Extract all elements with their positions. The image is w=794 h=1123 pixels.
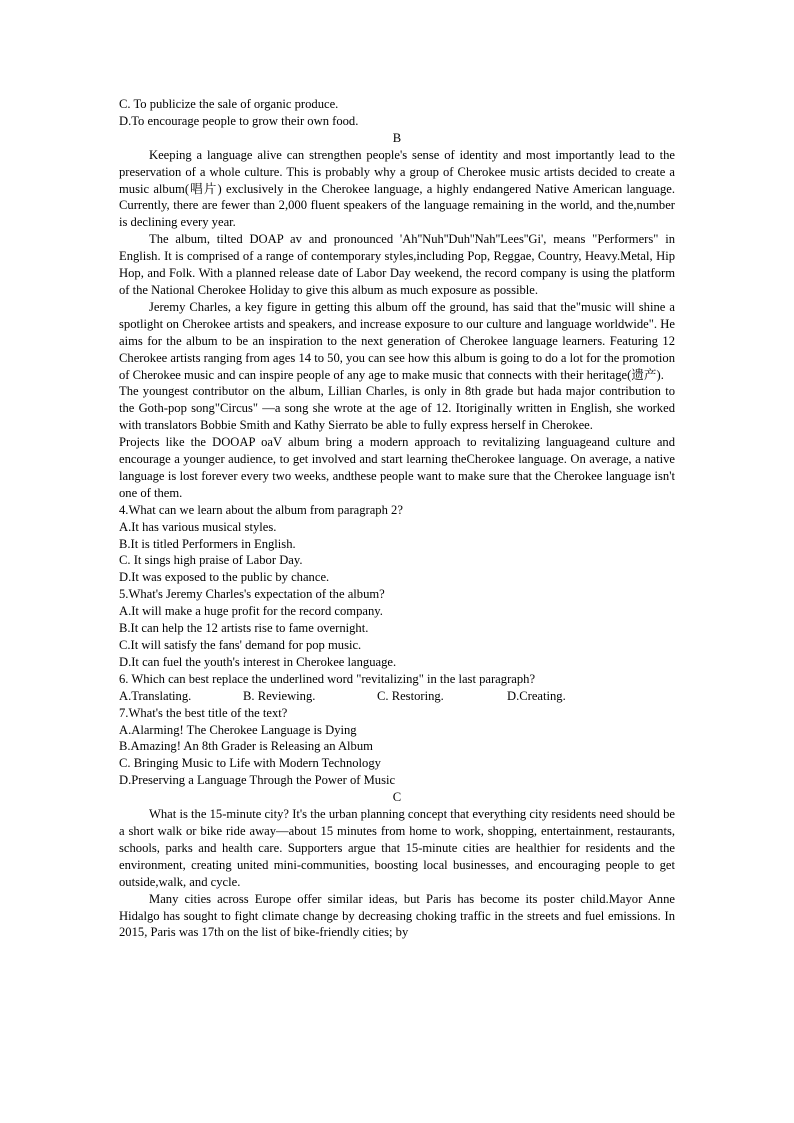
section-c-heading: C — [392, 790, 402, 805]
section-b-paragraph-1: Keeping a language alive can strengthen people's sense of identity and most importantly lead to the preservation of a whole culture. This is probably why a group of Cherokee music artists decided to create a music album(唱片) exclusively in the Cherokee language, a highly endangered Native American language. Currently, there are fewer than 2,000 fluent speakers of the language remaining in the world, and the,number is declining every year. — [119, 147, 675, 230]
question-4-option-a: A.It has various musical styles. — [119, 519, 277, 534]
question-4-option-d: D.It was exposed to the public by chance. — [119, 570, 330, 585]
section-b-paragraph-3: Jeremy Charles, a key figure in getting this album off the ground, has said that the"music will shine a spotlight on Cherokee artists and speakers, and increase exposure to our culture and language worldwide". He aims for the album to be an inspiration to the next generation of Cherokee language learners. Featuring 12 Cherokee artists ranging from ages 14 to 50, you can see how this album is going to do a lot for the promotion of Cherokee music and can inspire people of any age to make music that connects with their heritage(遗产). — [119, 299, 675, 382]
section-c-paragraph-2: Many cities across Europe offer similar ideas, but Paris has become its poster child.Mayor Anne Hidalgo has sought to fight climate change by decreasing choking traffic in the streets and fuel emissions. In 2015, Paris was 17th on the list of bike-friendly cities; by — [119, 891, 675, 940]
question-7-option-a: A.Alarming! The Cherokee Language is Dying — [119, 722, 357, 737]
option-c-prev: C. To publicize the sale of organic produce. — [119, 97, 339, 111]
section-b-paragraph-5: Projects like the DOOAP oaV album bring a modern approach to revitalizing languageand culture and encourage a younger audience, to get involved and start learning theCherokee language. On average, a native language is lost forever every two weeks, andthese people want to make sure that the Cherokee language isn't one of them. — [119, 435, 675, 500]
document-content — [119, 96, 675, 941]
question-4-option-c: C. It sings high praise of Labor Day. — [119, 553, 303, 568]
question-6-stem: 6. Which can best replace the underlined word "revitalizing" in the last paragraph? — [119, 671, 536, 686]
section-b-heading: B — [392, 130, 402, 145]
question-5-option-d: D.It can fuel the youth's interest in Cherokee language. — [119, 654, 397, 669]
question-6-option-a: A.Translating. — [119, 688, 192, 703]
question-7-option-c: C. Bringing Music to Life with Modern Technology — [119, 756, 381, 771]
question-6-options — [119, 688, 675, 705]
option-d-prev: D.To encourage people to grow their own food. — [119, 113, 359, 128]
question-5-option-b: B.It can help the 12 artists rise to fame overnight. — [119, 621, 369, 636]
question-5-stem: 5.What's Jeremy Charles's expectation of the album? — [119, 587, 385, 602]
section-b-paragraph-4: The youngest contributor on the album, Lillian Charles, is only in 8th grade but hada major contribution to the Goth-pop song"Circus" —a song she wrote at the age of 12. Itoriginally written in English, she worked with translators Bobbie Smith and Kathy Sierrato be able to fully express herself in Cherokee. — [119, 384, 675, 433]
section-b-paragraph-2: The album, tilted DOAP av and pronounced 'Ah''Nuh''Duh''Nah''Lees''Gi', means "Performers" in English. It is comprised of a range of contemporary styles,including Pop, Reggae, Country, Heavy.Metal, Hip Hop, and Folk. With a planned release date of Labor Day weekend, the record company is using the platform of the National Cherokee Holiday to give this album as much exposure as possible. — [119, 232, 675, 297]
question-6-option-c: C. Restoring. — [377, 688, 444, 703]
question-7-option-d: D.Preserving a Language Through the Power of Music — [119, 773, 396, 788]
question-5-option-a: A.It will make a huge profit for the record company. — [119, 604, 383, 619]
section-c-paragraph-1: What is the 15-minute city? It's the urban planning concept that everything city residents need should be a short walk or bike ride away—about 15 minutes from home to work, shopping, entertainment, restaurants, schools, parks and health care. Supporters argue that 15-minute cities are healthier for residents and the environment, creating united mini-communities, boosting local businesses, and encouraging people to get outside,walk, and cycle. — [119, 807, 675, 889]
question-7-stem: 7.What's the best title of the text? — [119, 705, 288, 720]
question-6-option-b: B. Reviewing. — [243, 688, 316, 703]
question-7-option-b: B.Amazing! An 8th Grader is Releasing an Album — [119, 739, 373, 754]
question-4-option-b: B.It is titled Performers in English. — [119, 536, 296, 551]
question-5-option-c: C.It will satisfy the fans' demand for pop music. — [119, 638, 362, 652]
question-6-option-d: D.Creating. — [507, 688, 566, 703]
question-4-stem: 4.What can we learn about the album from paragraph 2? — [119, 502, 403, 517]
